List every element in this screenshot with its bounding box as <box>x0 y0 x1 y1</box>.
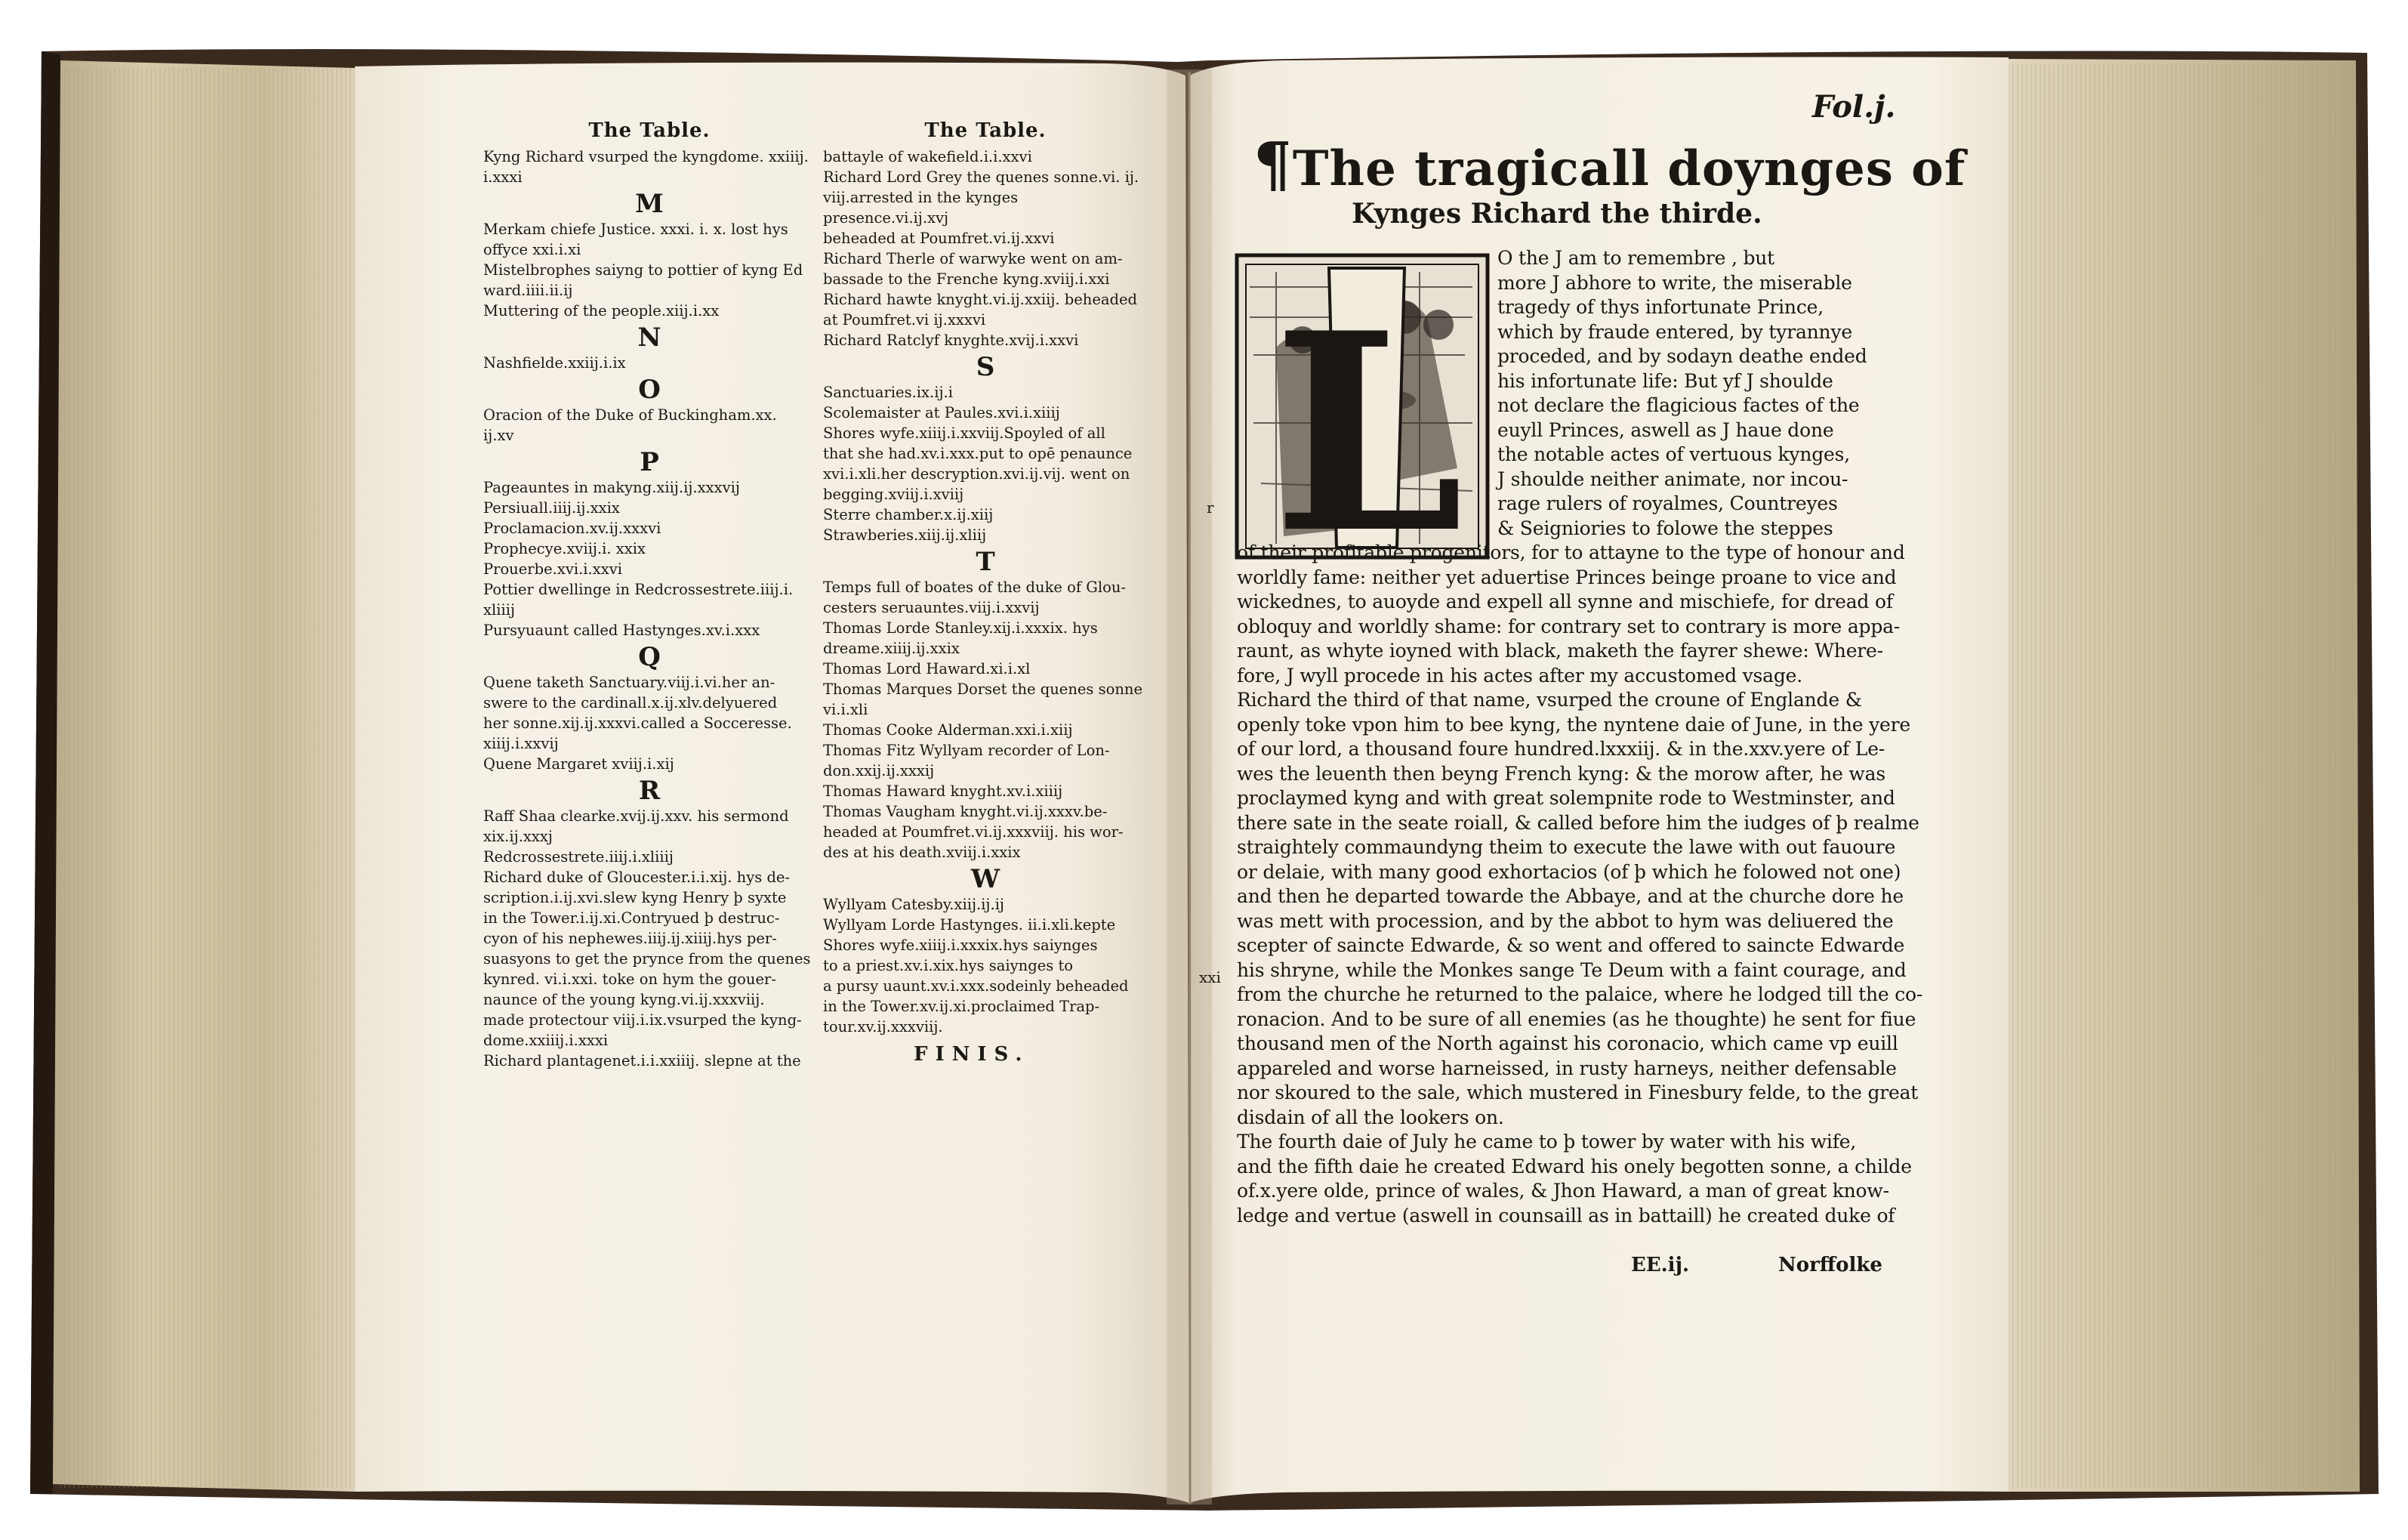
chapter-title-text: The tragicall doynges of <box>1292 140 1966 197</box>
text-line: The fourth daie of July he came to þ tower by water with his wife, <box>1237 1131 1857 1153</box>
text-line: worldly fame: neither yet aduertise Princes beinge proane to vice and <box>1237 566 1897 588</box>
table-column-1 <box>483 119 816 1071</box>
text-line: from the churche he returned to the palaice, where he lodged till the co- <box>1237 983 1923 1005</box>
index-entry: Sanctuaries.ix.ij.i <box>823 384 953 401</box>
body-text <box>1237 246 1923 1228</box>
text-line: not declare the flagicious factes of the <box>1497 394 1860 416</box>
index-entry: Thomas Fitz Wyllyam recorder of Lon- don.xxij.ij.xxxij <box>823 742 1110 779</box>
text-line: the notable actes of vertuous kynges, <box>1497 443 1851 465</box>
text-line: straightely commaundyng theim to execute the lawe with out fauoure <box>1237 836 1896 858</box>
gutter-line <box>1189 72 1190 1505</box>
index-entry: Pageauntes in makyng.xiij.ij.xxxvij <box>483 479 740 496</box>
index-entry: Quene Margaret xviij.i.xij <box>483 755 674 773</box>
index-entry: Merkam chiefe Justice. xxxi. i. x. lost hys offyce xxi.i.xi <box>483 221 788 258</box>
text-line: wes the leuenth then beyng French kyng: & the morow after, he was <box>1237 762 1885 785</box>
finis-mark: FINIS. <box>914 1043 1030 1066</box>
text-line: his infortunate life: But yf J shoulde <box>1497 369 1833 392</box>
margin-note: r <box>1207 498 1214 517</box>
right-page-block-lines <box>2005 64 2356 1488</box>
text-line: thousand men of the North against his coronacio, which came vp euill <box>1237 1032 1898 1054</box>
pilcrow-mark: ¶ <box>1253 128 1293 199</box>
text-line: there sate in the seate roiall, & called before him the iudges of þ realme <box>1237 811 1919 834</box>
text-line: euyll Princes, aswell as J haue done <box>1497 418 1834 441</box>
svg-text:L: L <box>1272 273 1464 593</box>
text-line: ledge and vertue (aswell in counsaill as in battaill) he created duke of <box>1237 1204 1895 1227</box>
text-line: which by fraude entered, by tyrannye <box>1497 320 1852 343</box>
text-line: and then he departed towarde the Abbaye, and at the churche dore he <box>1237 885 1904 907</box>
index-entry: Richard hawte knyght.vi.ij.xxiij. beheaded at Poumfret.vi ij.xxxvi <box>823 291 1138 329</box>
text-line: scepter of saincte Edwarde, & so went and offered to saincte Edwarde <box>1237 934 1905 956</box>
section-letter: T <box>976 547 995 577</box>
index-entry: Scolemaister at Paules.xvi.i.xiiij <box>823 404 1060 421</box>
index-entry: Richard Therle of warwyke went on am- bassade to the Frenche kyng.xviij.i.xxi <box>823 250 1123 288</box>
text-line: and the fifth daie he created Edward his onely begotten sonne, a childe <box>1237 1155 1912 1177</box>
section-letter: M <box>635 189 664 219</box>
chapter-title <box>1253 128 1966 199</box>
index-entry: Sterre chamber.x.ij.xiij <box>823 506 994 523</box>
left-page-block-lines <box>60 68 355 1488</box>
text-line: of their profitable progenitors, for to attayne to the type of honour and <box>1237 542 1905 563</box>
index-entry: Pottier dwellinge in Redcrossestrete.iiij.i. xliiij <box>483 581 794 619</box>
index-entry: Prophecye.xviij.i. xxix <box>483 540 646 557</box>
text-line: more J abhore to write, the miserable <box>1497 271 1852 294</box>
text-line: his shryne, while the Monkes sange Te Deum with a faint courage, and <box>1237 958 1907 981</box>
margin-note: xxi <box>1199 968 1221 986</box>
text-line: obloquy and worldly shame: for contrary set to contrary is more appa- <box>1237 615 1901 637</box>
signature-mark: EE.ij. <box>1631 1254 1690 1276</box>
section-letter: W <box>970 864 1001 894</box>
index-entry: Kyng Richard vsurped the kyngdome. xxiiij. i.xxxi <box>483 148 809 186</box>
table-column-2 <box>823 119 1148 1066</box>
index-entry: Proclamacion.xv.ij.xxxvi <box>483 520 661 537</box>
text-line: J shoulde neither animate, nor incou- <box>1497 468 1848 490</box>
index-entry: Persiuall.iiij.ij.xxix <box>483 499 620 517</box>
text-line: of our lord, a thousand foure hundred.lxxxiij. & in the.xxv.yere of Le- <box>1237 738 1885 760</box>
index-entry: Raff Shaa clearke.xvij.ij.xxv. his sermond xix.ij.xxxj <box>483 807 789 845</box>
index-entry: Thomas Cooke Alderman.xxi.i.xiij <box>823 721 1073 739</box>
text-line: ronacion. And to be sure of all enemies (as he thoughte) he sent for fiue <box>1237 1008 1916 1030</box>
index-entry: Quene taketh Sanctuary.viij.i.vi.her an- swere to the cardinall.x.ij.xlv.delyuered her sonne.xij.ij.xxxvi.called a Socceresse. xiiij.i.xxvij <box>483 674 792 752</box>
index-entry: Thomas Lorde Stanley.xij.i.xxxix. hys dreame.xiiij.ij.xxix <box>823 619 1098 657</box>
index-entry: Thomas Lord Haward.xi.i.xl <box>823 660 1031 677</box>
index-entry: Pursyuaunt called Hastynges.xv.i.xxx <box>483 622 760 639</box>
text-line: openly toke vpon him to bee kyng, the nyntene daie of June, in the yere <box>1237 713 1910 736</box>
section-letter: Q <box>638 642 661 672</box>
index-entry: Muttering of the people.xiij.i.xx <box>483 302 720 319</box>
section-letter: N <box>637 323 661 353</box>
index-entry: Wyllyam Catesby.xiij.ij.ij <box>823 896 1004 913</box>
index-entry: Richard Lord Grey the quenes sonne.vi. ij. viij.arrested in the kynges presence.vi.ij.xvj beheaded at Poumfret.vi.ij.xxvi <box>823 168 1139 247</box>
text-line: Richard the third of that name, vsurped the croune of Englande & <box>1237 689 1862 711</box>
text-line: or delaie, with many good exhortacios (of þ which he folowed not one) <box>1237 860 1901 883</box>
text-line: proclaymed kyng and with great solempnite rode to Westminster, and <box>1237 787 1895 809</box>
index-entry: Mistelbrophes saiyng to pottier of kyng Ed ward.iiii.ii.ij <box>483 261 803 299</box>
text-line: & Seigniories to folowe the steppes <box>1497 517 1833 539</box>
text-line: was mett with procession, and by the abbot to hym was deliuered the <box>1237 909 1894 932</box>
text-line: disdain of all the lookers on. <box>1237 1106 1504 1128</box>
text-line: raunt, as whyte ioyned with black, maketh the fayrer shewe: Where- <box>1237 640 1883 662</box>
section-letter: P <box>640 447 659 477</box>
index-entry: Strawberies.xiij.ij.xliij <box>823 526 987 544</box>
index-entry: Oracion of the Duke of Buckingham.xx. ij.xv <box>483 406 777 444</box>
text-line: rage rulers of royalmes, Countreyes <box>1497 492 1838 514</box>
index-entry: Thomas Haward knyght.xv.i.xiiij <box>823 782 1063 800</box>
text-line: O the J am to remembre , but <box>1497 247 1774 269</box>
index-entry: Richard plantagenet.i.i.xxiiij. slepne at the <box>483 1052 801 1069</box>
column-header: The Table. <box>588 119 711 142</box>
text-line: of.x.yere olde, prince of wales, & Jhon Haward, a man of great know- <box>1237 1180 1889 1202</box>
text-line: proceded, and by sodayn deathe ended <box>1497 345 1867 367</box>
index-entry: Wyllyam Lorde Hastynges. ii.i.xli.kepte Shores wyfe.xiiij.i.xxxix.hys saiynges to a priest.xv.i.xix.hys saiynges to a pursy uaunt.xv.i.xxx.sodeinly beheaded in the Tower.xv.ij.xi.proclaimed Trap- tour.xv.ij.xxxviij. <box>823 916 1129 1035</box>
index-entry: Thomas Marques Dorset the quenes sonne vi.i.xli <box>823 681 1143 718</box>
index-entry: battayle of wakefield.i.i.xxvi <box>823 148 1032 165</box>
text-line: nor skoured to the sale, which mustered in Finesbury felde, to the great <box>1237 1082 1919 1103</box>
column-header: The Table. <box>924 119 1047 142</box>
folio-number: Fol.j. <box>1812 89 1896 125</box>
text-line: appareled and worse harneissed, in rusty harneys, neither defensable <box>1237 1057 1897 1079</box>
index-entry: Shores wyfe.xiiij.i.xxviij.Spoyled of all that she had.xv.i.xxx.put to opē penaunce xvi.i.xli.her descryption.xvi.ij.vij. went on begging.xviij.i.xviij <box>823 424 1133 503</box>
index-entry: Temps full of boates of the duke of Glou- cesters seruauntes.viij.i.xxvij <box>823 579 1126 616</box>
index-entry: Thomas Vaugham knyght.vi.ij.xxxv.be- headed at Poumfret.vi.ij.xxxviij. his wor- des at his death.xviij.i.xxix <box>823 803 1124 861</box>
index-entry: Nashfielde.xxiij.i.ix <box>483 354 626 372</box>
index-entry: Prouerbe.xvi.i.xxvi <box>483 560 622 578</box>
text-line: tragedy of thys infortunate Prince, <box>1497 296 1824 318</box>
section-letter: S <box>976 352 995 382</box>
chapter-subtitle: Kynges Richard the thirde. <box>1352 198 1762 230</box>
section-letter: O <box>638 375 661 405</box>
catchword: Norffolke <box>1778 1254 1882 1276</box>
section-letter: R <box>638 776 661 806</box>
index-entry: Richard Ratclyf knyghte.xvij.i.xxvi <box>823 332 1079 349</box>
text-line: fore, J wyll procede in his actes after my accustomed vsage. <box>1237 664 1803 687</box>
text-line: wickednes, to auoyde and expell all synne and mischiefe, for dread of <box>1237 591 1893 613</box>
index-entry: Richard duke of Gloucester.i.i.xij. hys de- scription.i.ij.xvi.slew kyng Henry þ syxte in the Tower.i.ij.xi.Contryued þ destruc- cyon of his nephewes.iiij.ij.xiiij.hys per- suasyons to get the pryncе from the quenes kynred. vi.i.xxi. toke on hym the gouer- naunce of the young kyng.vi.ij.xxxviij. made protectour viij.i.ix.vsurped the kyng- dome.xxiiij.i.xxxi <box>483 869 811 1049</box>
index-entry: Redcrossestrete.iiij.i.xliiij <box>483 848 674 866</box>
